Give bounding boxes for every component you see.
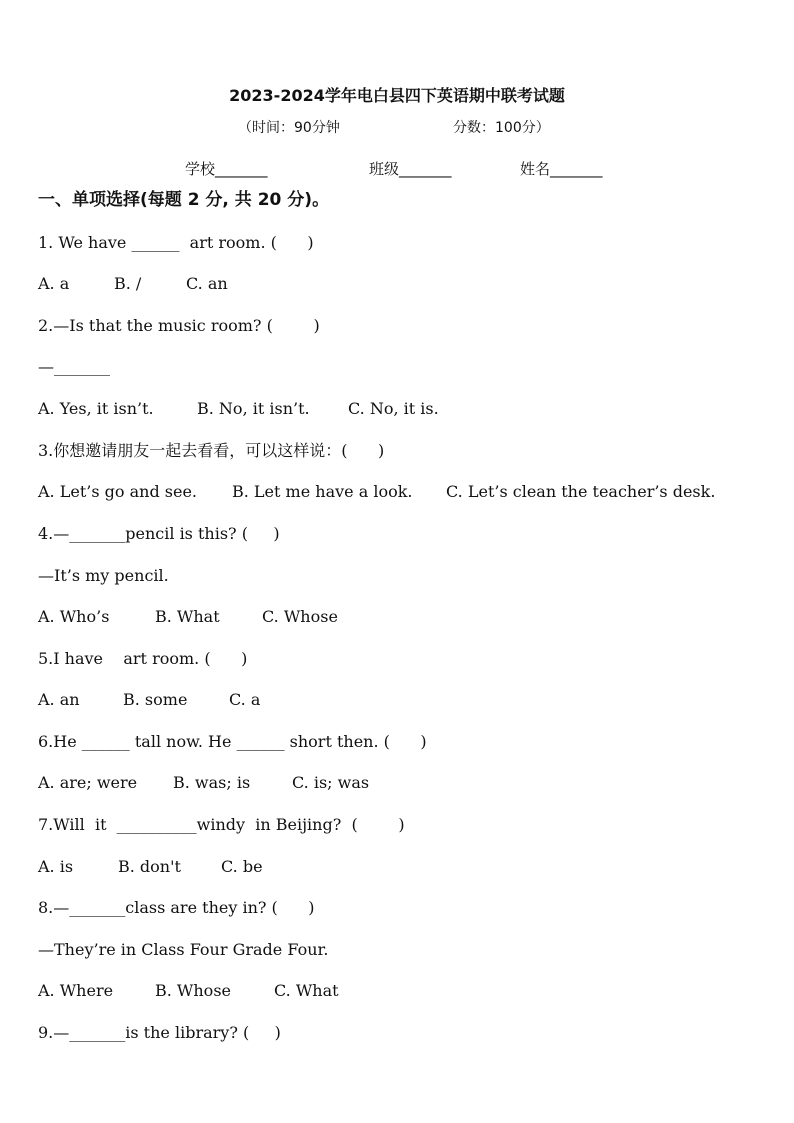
name-field[interactable]: 姓名_______ xyxy=(520,160,603,178)
option-b[interactable]: B. Whose xyxy=(155,981,231,1000)
school-field[interactable]: 学校_______ xyxy=(185,160,268,178)
option-c[interactable]: C. is; was xyxy=(292,773,370,792)
question-stem: 9.—_______is the library? ( ) xyxy=(38,1023,281,1042)
answer-line: —It’s my pencil. xyxy=(38,566,169,585)
answer-line: —_______ xyxy=(38,357,110,376)
option-a[interactable]: A. Where xyxy=(38,981,114,1000)
option-c[interactable]: C. No, it is. xyxy=(348,399,439,418)
question-stem: 1. We have ______ art room. ( ) xyxy=(38,233,314,252)
option-b[interactable]: B. don't xyxy=(118,857,181,876)
question-stem: 4.—_______pencil is this? ( ) xyxy=(38,524,280,543)
option-a[interactable]: A. is xyxy=(38,857,74,876)
answer-line: —They’re in Class Four Grade Four. xyxy=(38,940,329,959)
exam-time: （时间：90分钟 xyxy=(238,120,340,136)
question-stem: 8.—_______class are they in? ( ) xyxy=(38,898,315,917)
class-field[interactable]: 班级_______ xyxy=(369,160,452,178)
option-b[interactable]: B. was; is xyxy=(173,773,251,792)
option-a[interactable]: A. Yes, it isn’t. xyxy=(38,399,154,418)
question-stem: 7.Will it __________windy in Beijing? ( ) xyxy=(38,815,405,834)
option-c[interactable]: C. Let’s clean the teacher’s desk. xyxy=(446,482,716,501)
option-a[interactable]: A. a xyxy=(38,274,70,293)
option-a[interactable]: A. Who’s xyxy=(38,607,110,626)
option-a[interactable]: A. are; were xyxy=(38,773,138,792)
option-c[interactable]: C. What xyxy=(274,981,339,1000)
option-b[interactable]: B. some xyxy=(123,690,188,709)
option-b[interactable]: B. / xyxy=(114,274,142,293)
option-a[interactable]: A. an xyxy=(38,690,80,709)
exam-score: 分数：100分） xyxy=(453,120,550,136)
option-c[interactable]: C. a xyxy=(229,690,261,709)
question-stem: 3.你想邀请朋友一起去看看，可以这样说：( ) xyxy=(38,441,385,460)
option-b[interactable]: B. What xyxy=(155,607,220,626)
question-stem: 5.I have art room. ( ) xyxy=(38,649,248,668)
option-c[interactable]: C. be xyxy=(221,857,263,876)
question-stem: 6.He ______ tall now. He ______ short then. ( ) xyxy=(38,732,427,751)
page-title: 2023-2024学年电白县四下英语期中联考试题 xyxy=(229,86,565,105)
section-title: 一、单项选择(每题 2 分, 共 20 分)。 xyxy=(38,190,330,210)
option-c[interactable]: C. Whose xyxy=(262,607,338,626)
option-c[interactable]: C. an xyxy=(186,274,228,293)
option-a[interactable]: A. Let’s go and see. xyxy=(38,482,197,501)
question-stem: 2.—Is that the music room? ( ) xyxy=(38,316,320,335)
option-b[interactable]: B. Let me have a look. xyxy=(232,482,413,501)
option-b[interactable]: B. No, it isn’t. xyxy=(197,399,310,418)
